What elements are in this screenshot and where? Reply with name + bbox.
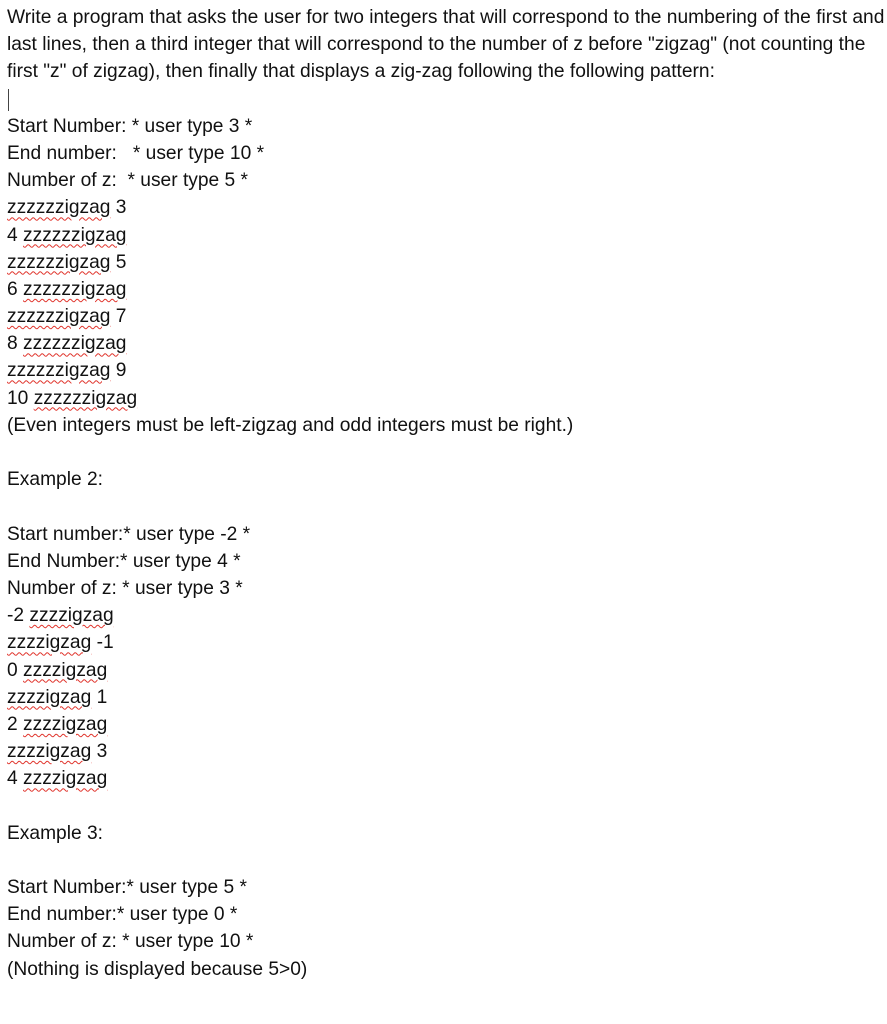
example2-end-prompt: End Number:* user type 4 * (7, 550, 241, 572)
blank-line (7, 439, 885, 466)
example1-start-prompt: Start Number: * user type 3 * (7, 115, 253, 137)
document-body[interactable] (7, 4, 885, 983)
spell-error-word[interactable]: zzzzigzag (23, 768, 108, 790)
spell-error-word[interactable]: zzzzigzag (7, 686, 92, 708)
spell-error-word[interactable]: zzzzigzag (23, 713, 108, 735)
example1-row: 8 zzzzzzigzag (7, 333, 127, 355)
spell-error-word[interactable]: zzzzigzag (7, 741, 92, 763)
example2-row: zzzzigzag 1 (7, 686, 108, 708)
blank-line (7, 792, 885, 819)
example1-row: zzzzzzigzag 7 (7, 306, 127, 328)
example2-row: 0 zzzzigzag (7, 659, 108, 681)
spell-error-word[interactable]: zzzzzzigzag (7, 306, 111, 328)
example2-z-prompt: Number of z: * user type 3 * (7, 577, 243, 599)
example1-row: 6 zzzzzzigzag (7, 278, 127, 300)
intro-paragraph: Write a program that asks the user for two integers that will correspond to the numbering of the first and last lines, then a third integer that will correspond to the number of z before "zigzag" (not counting the first "z" of zigzag), then finally that displays a zig-zag following the following pattern: (7, 7, 885, 83)
example3-note: (Nothing is displayed because 5>0) (7, 958, 308, 980)
example2-block (7, 466, 885, 792)
spell-error-word[interactable]: zzzzzzigzag (7, 360, 111, 382)
example1-z-prompt: Number of z: * user type 5 * (7, 170, 249, 192)
spell-error-word[interactable]: zzzzzzigzag (23, 333, 127, 355)
spell-error-word[interactable]: zzzzzzigzag (33, 387, 138, 409)
example2-row: 2 zzzzigzag (7, 713, 108, 735)
example3-start-prompt: Start Number:* user type 5 * (7, 877, 247, 899)
spell-error-word[interactable]: zzzzzzigzag (23, 224, 127, 246)
example2-row: zzzzigzag -1 (7, 632, 114, 654)
example1-block (7, 113, 885, 439)
spell-error-word[interactable]: zzzzzzigzag (7, 251, 111, 273)
example1-row: 10 zzzzzzigzag (7, 387, 138, 409)
example1-note: (Even integers must be left-zigzag and odd integers must be right.) (7, 414, 574, 436)
example3-block (7, 820, 885, 983)
example3-z-prompt: Number of z: * user type 10 * (7, 931, 254, 953)
spell-error-word[interactable]: zzzzzzigzag (23, 278, 127, 300)
example2-heading: Example 2: (7, 469, 103, 491)
spell-error-word[interactable]: zzzzigzag (23, 659, 108, 681)
example1-end-prompt: End number: * user type 10 * (7, 142, 265, 164)
blank-line (7, 493, 885, 520)
spell-error-word[interactable]: zzzzzzigzag (7, 197, 111, 219)
example2-row: -2 zzzzigzag (7, 605, 114, 627)
example1-row: 4 zzzzzzigzag (7, 224, 127, 246)
text-cursor (7, 86, 885, 113)
example2-row: 4 zzzzigzag (7, 768, 108, 790)
example1-row: zzzzzzigzag 3 (7, 197, 127, 219)
example2-row: zzzzigzag 3 (7, 741, 108, 763)
spell-error-word[interactable]: zzzzigzag (7, 632, 92, 654)
blank-line (7, 847, 885, 874)
example3-end-prompt: End number:* user type 0 * (7, 904, 238, 926)
example1-row: zzzzzzigzag 5 (7, 251, 127, 273)
example2-start-prompt: Start number:* user type -2 * (7, 523, 251, 545)
example1-row: zzzzzzigzag 9 (7, 360, 127, 382)
spell-error-word[interactable]: zzzzigzag (29, 605, 114, 627)
example3-heading: Example 3: (7, 822, 103, 844)
